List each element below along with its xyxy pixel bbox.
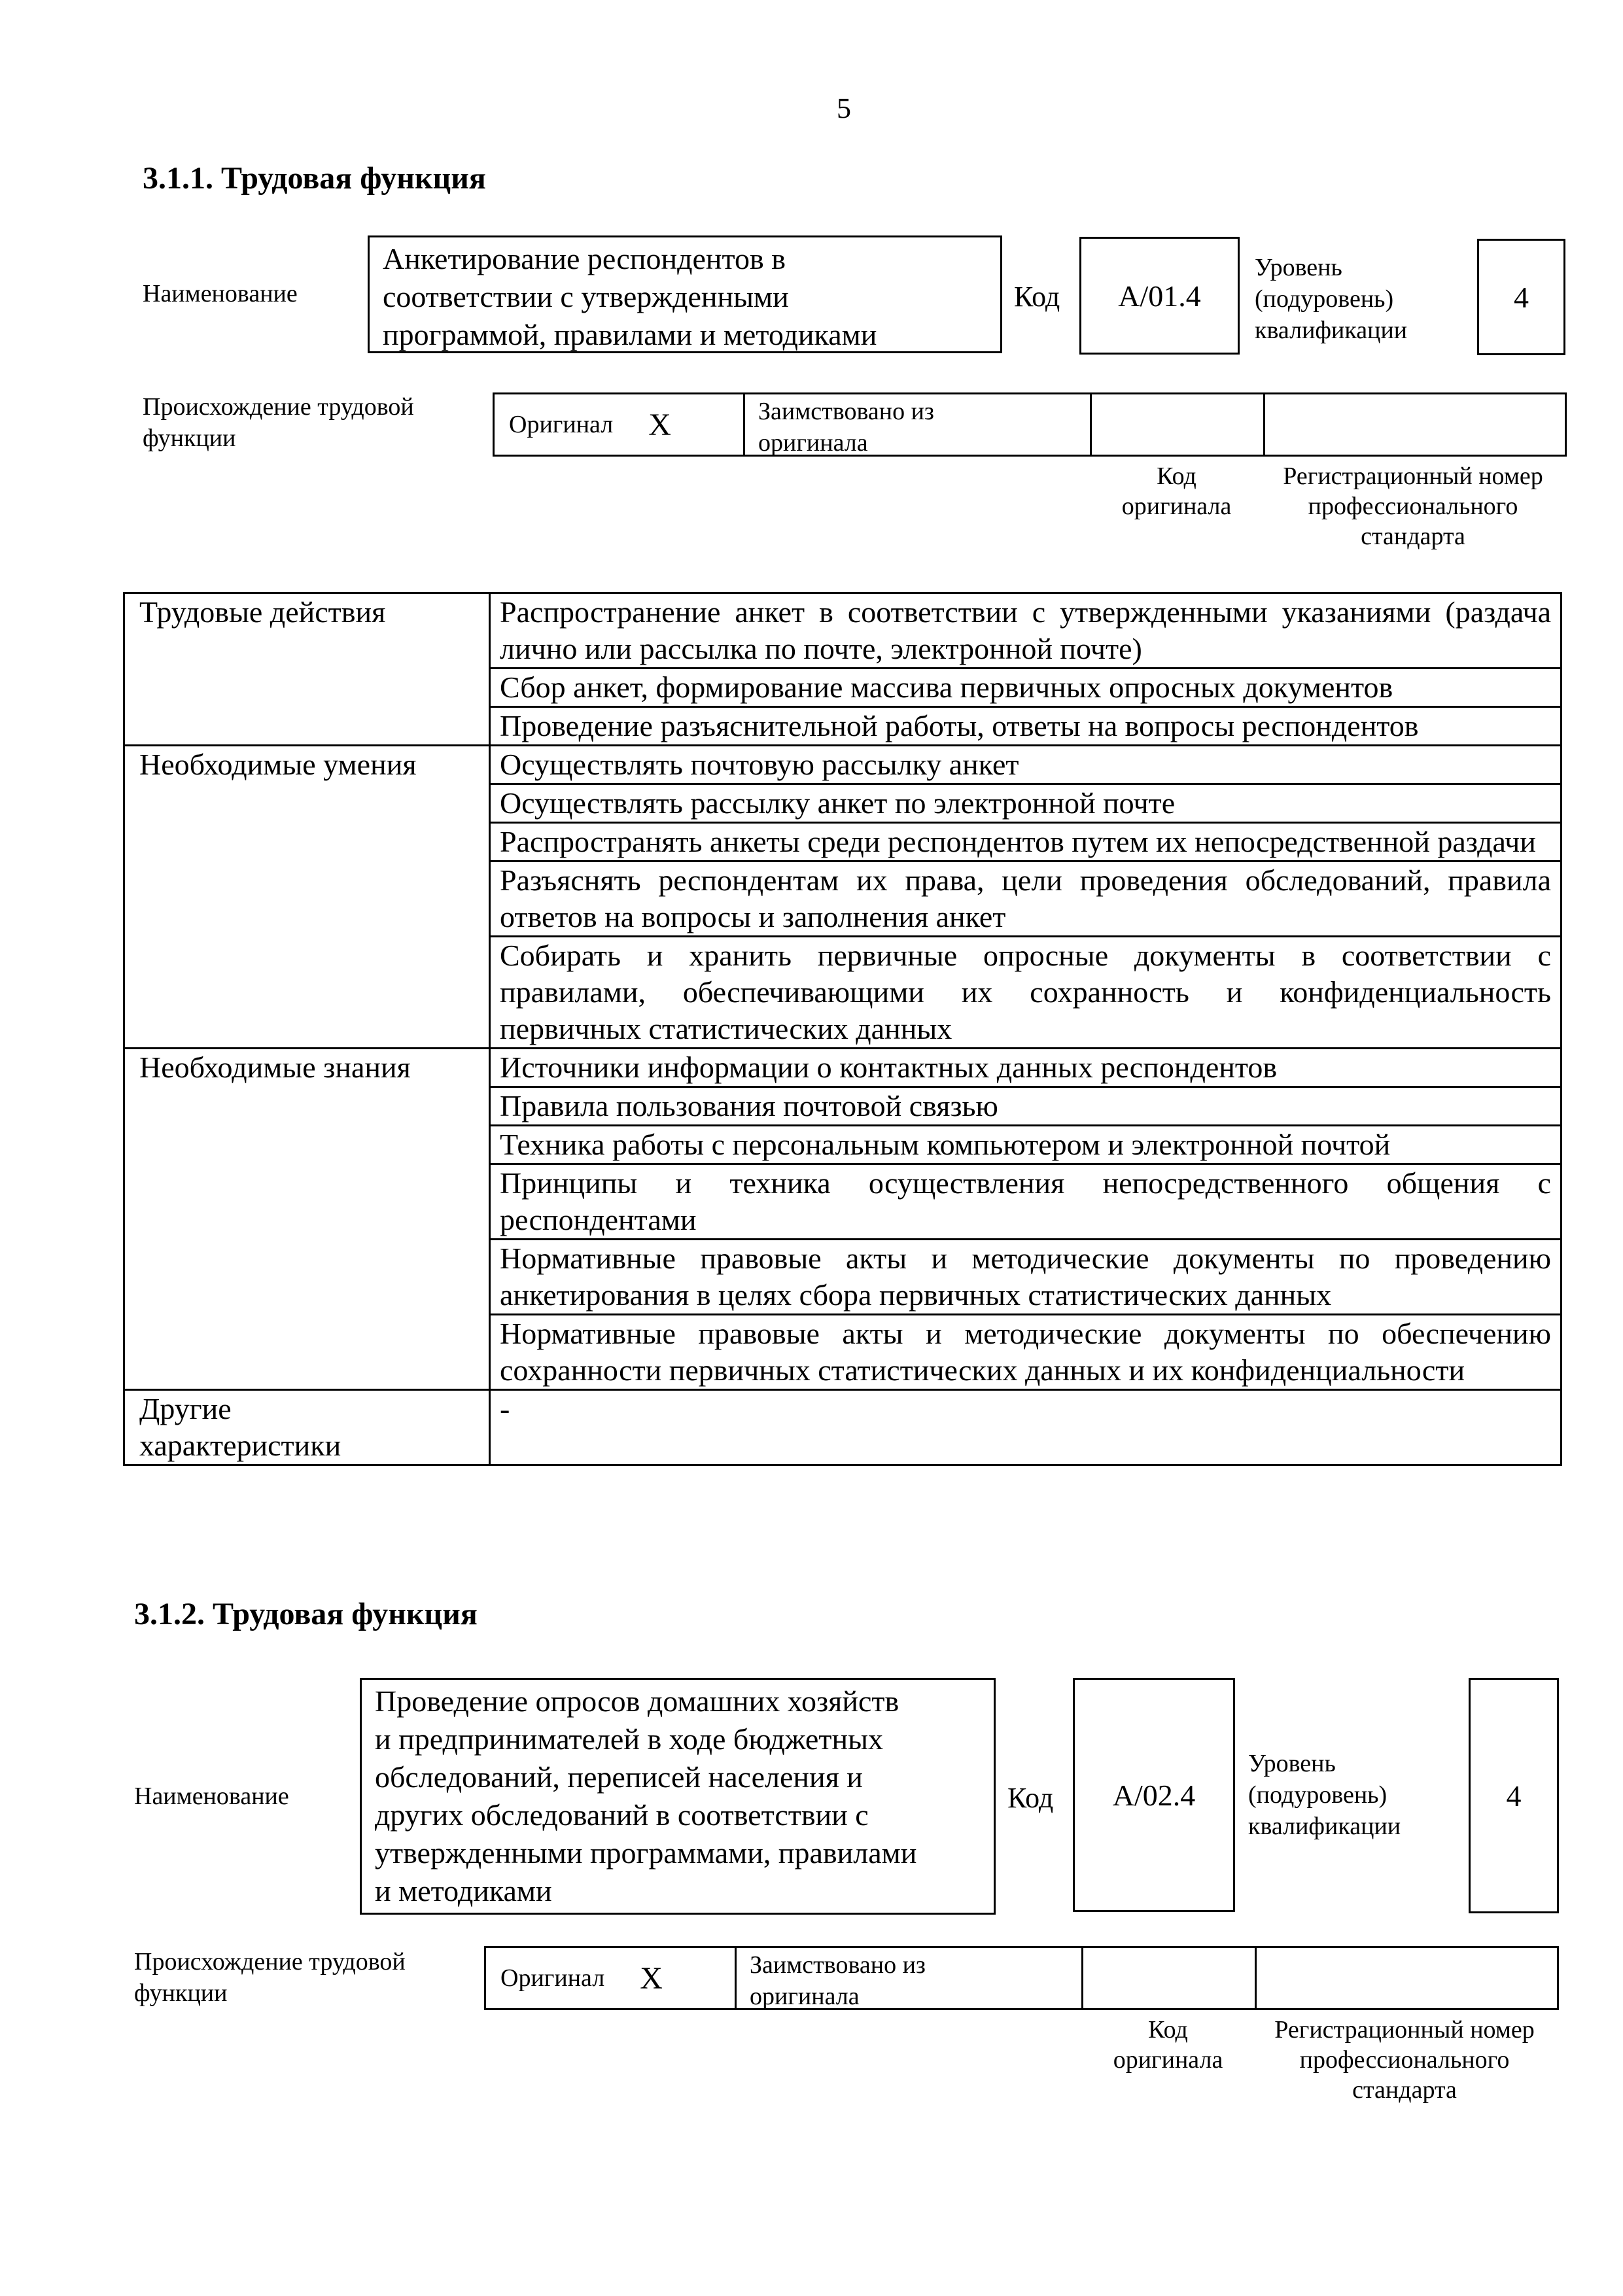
original-code-cell [1092, 394, 1265, 455]
registration-number-cell [1265, 394, 1565, 455]
code-label: Код [1007, 1782, 1054, 1814]
function-name-box [360, 1678, 996, 1915]
original-code-cell [1083, 1948, 1257, 2008]
origin-row [484, 1946, 1559, 2010]
origin-label [134, 1946, 406, 2009]
knowledge-item: Источники информации о контактных данных респондентов [490, 1049, 1562, 1087]
original-label: Оригинал [509, 411, 614, 438]
caption-line: оригинала [1121, 493, 1232, 520]
function-name-box [368, 235, 1002, 353]
original-code-caption [1090, 461, 1263, 521]
name-label: Наименование [143, 280, 298, 307]
borrowed-label-line: оригинала [750, 1983, 860, 2010]
page-number: 5 [837, 92, 851, 124]
borrowed-label-line: Заимствовано из [750, 1951, 926, 1979]
level-label-line: (подуровень) [1255, 285, 1394, 313]
skills-label: Необходимые умения [124, 746, 490, 1049]
labor-actions-label: Трудовые действия [124, 593, 490, 746]
table-row [124, 1049, 1562, 1087]
function-name-line: соответствии с утвержденными [383, 280, 789, 313]
knowledge-item: Нормативные правовые акты и методические документы по обеспечению сохранности первичных статистических данных и их конфиденциальности [490, 1315, 1562, 1390]
name-label: Наименование [134, 1783, 289, 1810]
original-label: Оригинал [500, 1964, 605, 1992]
caption-line: оригинала [1113, 2046, 1223, 2074]
registration-number-caption [1251, 2015, 1558, 2105]
caption-line: профессионального [1299, 2046, 1510, 2074]
other-characteristics-label [124, 1390, 490, 1465]
labor-action-item: Проведение разъяснительной работы, ответы на вопросы респондентов [490, 707, 1562, 746]
function-name-line: и предпринимателей в ходе бюджетных [375, 1722, 883, 1756]
level-label-line: квалификации [1255, 317, 1408, 344]
registration-number-caption [1259, 461, 1567, 551]
section-heading-3-1-2: 3.1.2. Трудовая функция [134, 1597, 478, 1631]
code-label: Код [1014, 281, 1060, 313]
skill-item: Распространять анкеты среди респондентов путем их непосредственной раздачи [490, 823, 1562, 861]
other-characteristics-value: - [490, 1390, 1562, 1465]
code-value: A/01.4 [1079, 237, 1240, 355]
level-value: 4 [1477, 239, 1565, 355]
registration-number-cell [1257, 1948, 1557, 2008]
caption-line: Код [1157, 462, 1196, 490]
labor-function-table [123, 592, 1562, 1466]
caption-line: стандарта [1361, 523, 1465, 550]
origin-label-line: функции [134, 1979, 228, 2007]
skill-item: Осуществлять рассылку анкет по электронной почте [490, 784, 1562, 823]
original-cell [495, 394, 745, 455]
section-heading-3-1-1: 3.1.1. Трудовая функция [143, 161, 486, 196]
original-mark: X [640, 1960, 663, 1996]
level-label-line: квалификации [1248, 1813, 1401, 1840]
knowledge-item: Принципы и техника осуществления непосредственного общения с респондентами [490, 1164, 1562, 1240]
other-label-line: Другие [139, 1392, 232, 1425]
origin-label-line: Происхождение трудовой [143, 393, 414, 421]
level-label [1255, 252, 1407, 346]
knowledge-label: Необходимые знания [124, 1049, 490, 1390]
level-label [1248, 1748, 1401, 1842]
caption-line: стандарта [1352, 2076, 1457, 2104]
knowledge-item: Нормативные правовые акты и методические документы по проведению анкетирования в целях сбора первичных статистических данных [490, 1240, 1562, 1315]
skill-item: Разъяснять респондентам их права, цели проведения обследований, правила ответов на вопросы и заполнения анкет [490, 861, 1562, 937]
function-name-line: Анкетирование респондентов в [383, 242, 786, 275]
function-name-line: программой, правилами и методиками [383, 318, 877, 351]
level-label-line: Уровень [1255, 254, 1342, 281]
caption-line: Код [1148, 2016, 1188, 2044]
code-value: A/02.4 [1073, 1678, 1235, 1912]
borrowed-label-line: Заимствовано из [758, 398, 934, 425]
knowledge-item: Техника работы с персональным компьютером и электронной почтой [490, 1126, 1562, 1164]
function-name-line: других обследований в соответствии с [375, 1798, 869, 1832]
function-name-line: Проведение опросов домашних хозяйств [375, 1684, 899, 1718]
knowledge-item: Правила пользования почтовой связью [490, 1087, 1562, 1126]
labor-action-item: Сбор анкет, формирование массива первичных опросных документов [490, 669, 1562, 707]
borrowed-cell [737, 1948, 1083, 2008]
table-row [124, 1390, 1562, 1465]
origin-label-line: Происхождение трудовой [134, 1948, 406, 1975]
borrowed-label-line: оригинала [758, 429, 868, 457]
labor-action-item: Распространение анкет в соответствии с утвержденными указаниями (раздача лично или рассылка по почте, электронной почте) [490, 593, 1562, 669]
origin-row [493, 392, 1567, 457]
skill-item: Осуществлять почтовую рассылку анкет [490, 746, 1562, 784]
original-code-caption [1081, 2015, 1255, 2075]
function-name-line: и методиками [375, 1874, 552, 1907]
table-row [124, 746, 1562, 784]
original-mark: X [648, 407, 671, 442]
caption-line: Регистрационный номер [1283, 462, 1543, 490]
level-value: 4 [1469, 1678, 1559, 1913]
caption-line: профессионального [1308, 493, 1518, 520]
caption-line: Регистрационный номер [1274, 2016, 1535, 2044]
table-row [124, 593, 1562, 669]
level-label-line: Уровень [1248, 1750, 1336, 1777]
origin-label-line: функции [143, 425, 236, 452]
function-name-line: обследований, переписей населения и [375, 1760, 863, 1794]
function-name-line: утвержденными программами, правилами [375, 1836, 917, 1870]
borrowed-cell [745, 394, 1092, 455]
skill-item: Собирать и хранить первичные опросные документы в соответствии с правилами, обеспечивающими их сохранность и конфиденциальность первичных статистических данных [490, 937, 1562, 1049]
original-cell [486, 1948, 737, 2008]
origin-label [143, 391, 414, 454]
other-label-line: характеристики [139, 1429, 341, 1462]
level-label-line: (подуровень) [1248, 1781, 1387, 1809]
